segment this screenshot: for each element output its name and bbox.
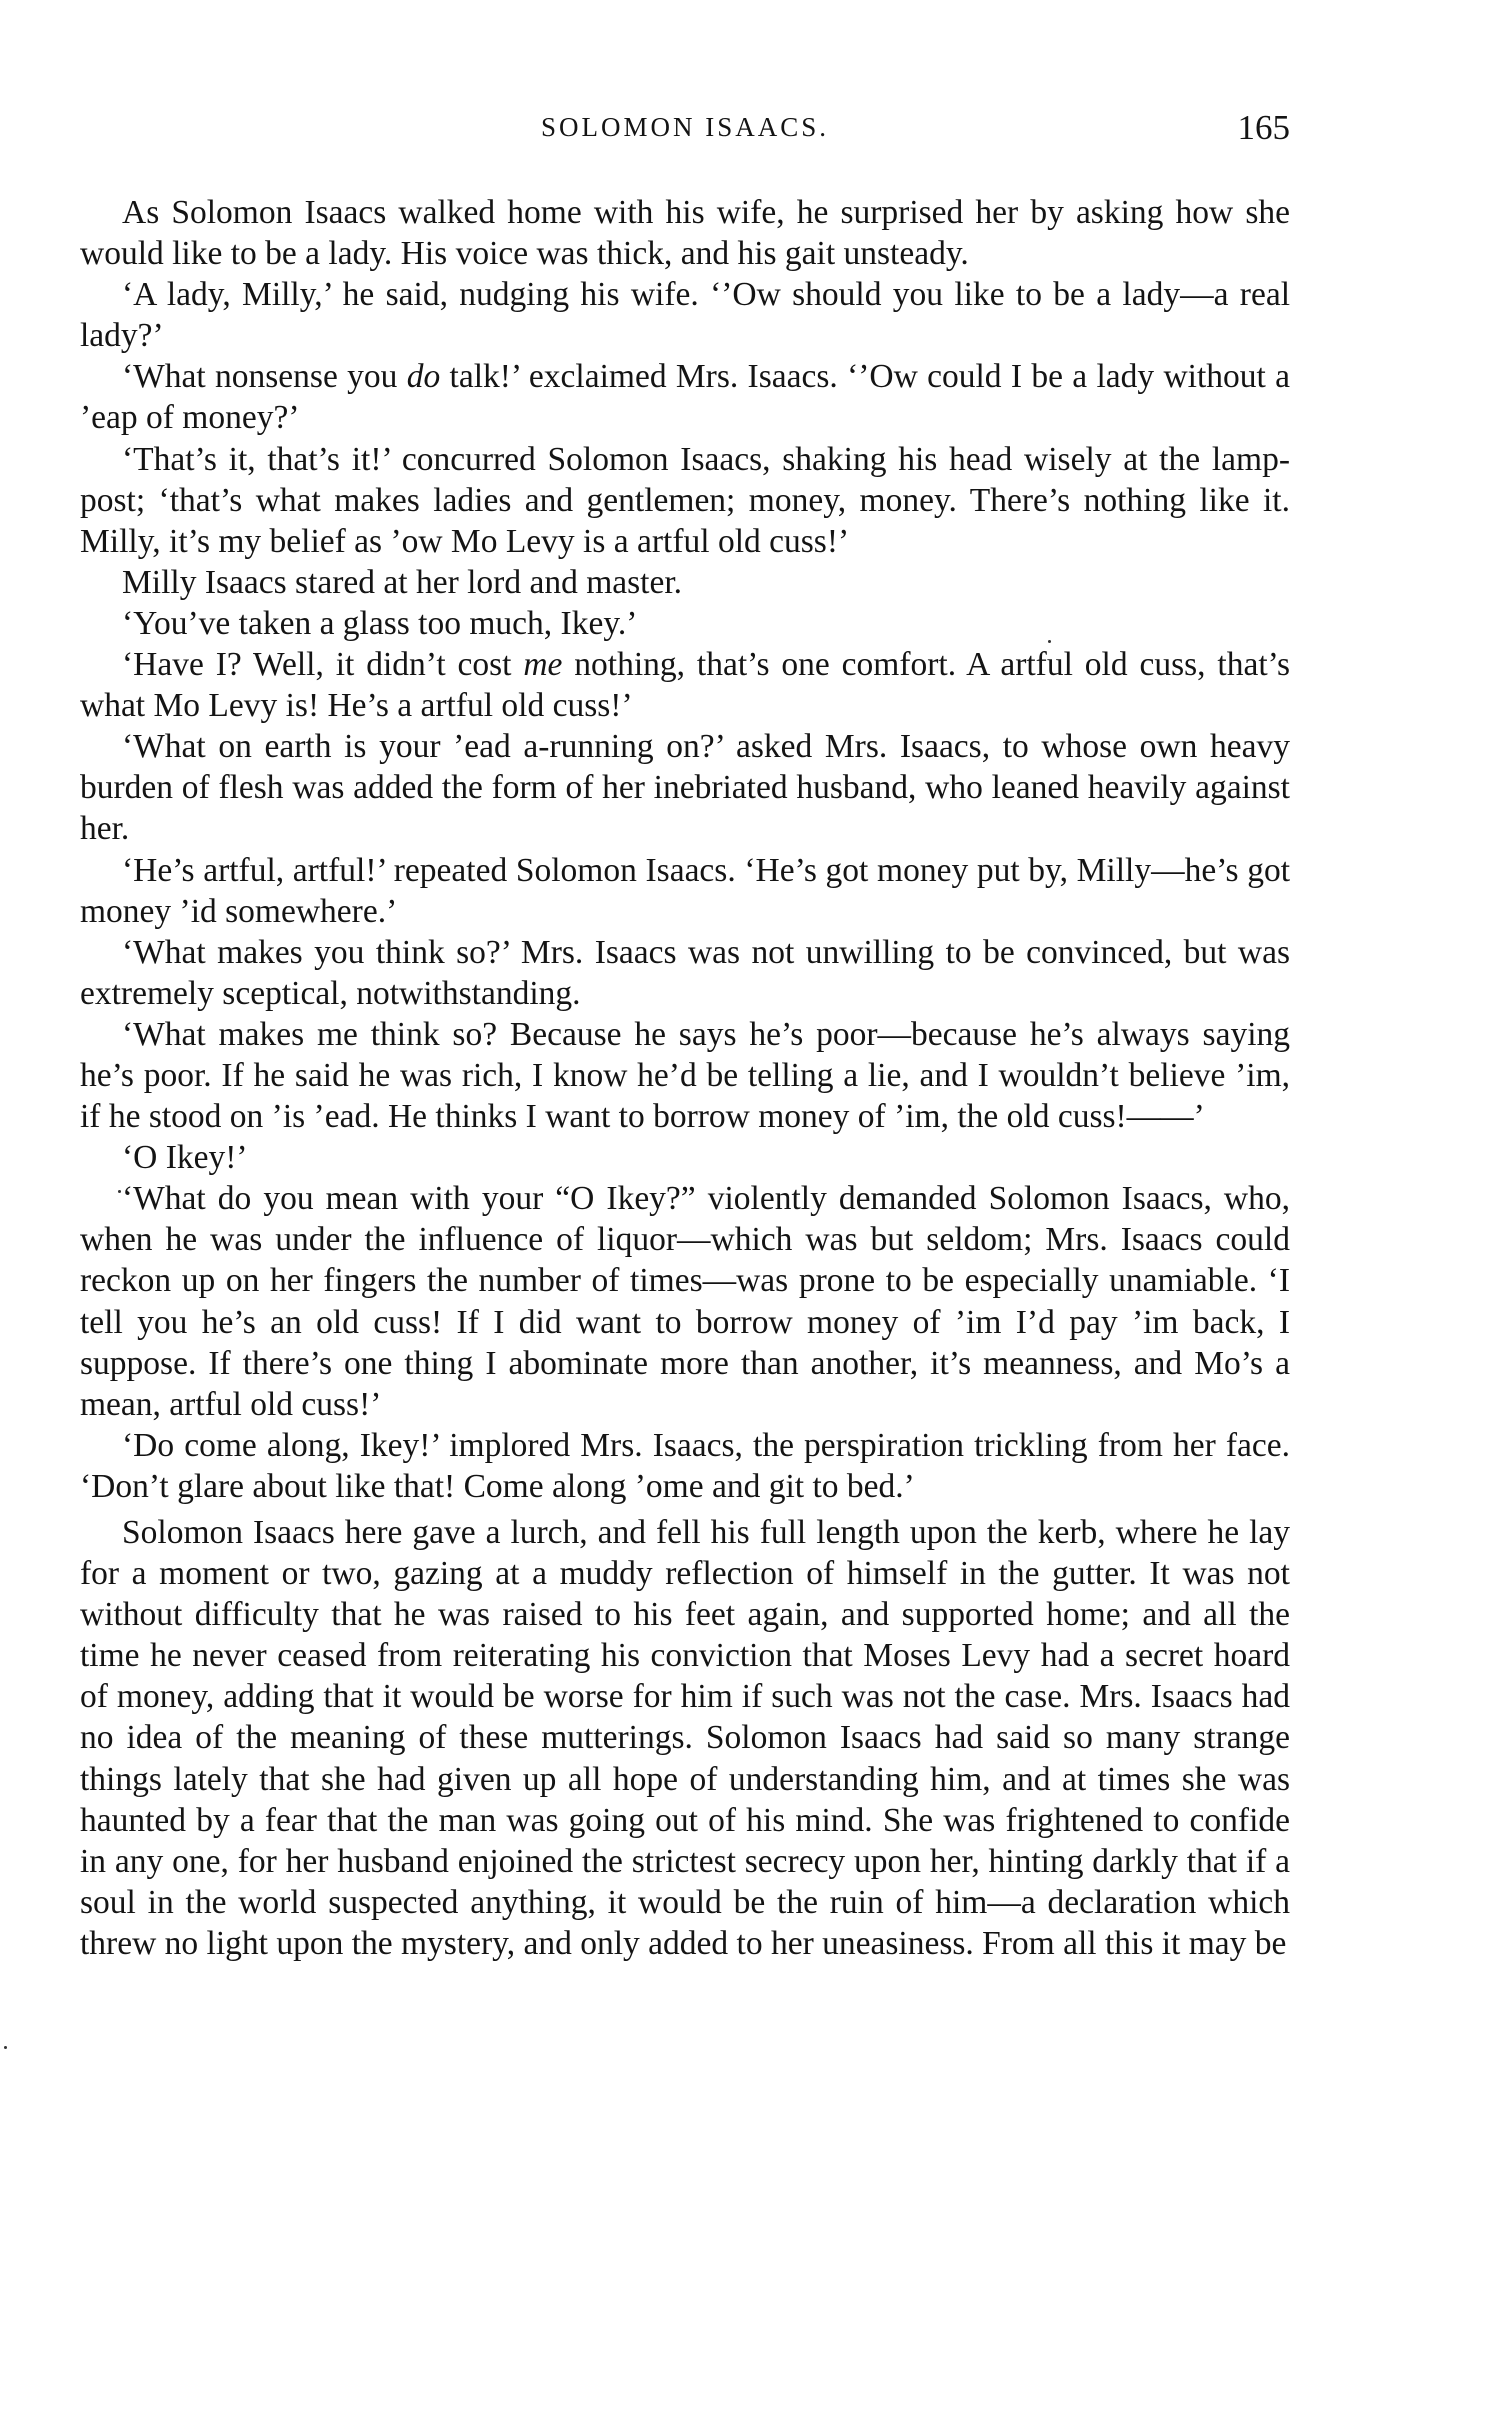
- margin-speck: [1048, 640, 1051, 643]
- body-text: [80, 192, 1290, 1964]
- paragraph-15: Solomon Isaacs here gave a lurch, and fell his full length upon the kerb, where he lay for a moment or two, gazing at a muddy reflection of himself in the gutter. It was not without difficulty that he was raised to his feet again, and supported home; and all the time he never ceased from reiterating his conviction that Moses Levy had a secret hoard of money, adding that it would be worse for him if such was not the case. Mrs. Isaacs had no idea of the meaning of these mutterings. Solomon Isaacs had said so many strange things lately that she had given up all hope of understanding him, and at times she was haunted by a fear that the man was going out of his mind. She was frightened to confide in any one, for her husband enjoined the strictest secrecy upon her, hinting darkly that if a soul in the world suspected anything, it would be the ruin of him—a declaration which threw no light upon the mystery, and only added to her uneasiness. From all this it may be: [80, 1514, 1290, 1962]
- paragraph-14: ‘Do come along, Ikey!’ implored Mrs. Isaacs, the perspiration trickling from her face. ‘Don’t glare about like that! Come along ’ome and git to bed.’: [80, 1426, 1290, 1505]
- paragraph-11: ‘What makes me think so? Because he says he’s poor—because he’s always saying he’s poor. If he said he was rich, I know he’d be telling a lie, and I wouldn’t believe ’im, if he stood on ’is ’ead. He thinks I want to borrow money of ’im, the old cuss!——’: [80, 1015, 1290, 1136]
- running-head: [80, 108, 1290, 158]
- margin-speck: [118, 1190, 121, 1193]
- running-title: SOLOMON ISAACS.: [540, 112, 830, 142]
- paragraph-9: ‘He’s artful, artful!’ repeated Solomon Isaacs. ‘He’s got money put by, Milly—he’s got money ’id somewhere.’: [80, 851, 1290, 930]
- paragraph-6: ‘You’ve taken a glass too much, Ikey.’: [122, 604, 638, 642]
- paragraph-8: ‘What on earth is your ’ead a-running on?’ asked Mrs. Isaacs, to whose own heavy burden of flesh was added the form of her inebriated husband, who leaned heavily against her.: [80, 728, 1290, 848]
- paragraph-10: ‘What makes you think so?’ Mrs. Isaacs was not unwilling to be convinced, but was extremely sceptical, notwithstanding.: [80, 933, 1290, 1012]
- paragraph-4: ‘That’s it, that’s it!’ concurred Solomon Isaacs, shaking his head wisely at the lamp-post; ‘that’s what makes ladies and gentlemen; money, money. There’s nothing like it. Milly, it’s my belief as ’ow Mo Levy is a artful old cuss!’: [80, 440, 1290, 560]
- margin-speck: [4, 2046, 7, 2049]
- page-number: 165: [1237, 108, 1290, 147]
- paragraph-3: ‘What nonsense you do talk!’ exclaimed Mrs. Isaacs. ‘’Ow could I be a lady without a ’eap of money?’: [80, 358, 1290, 437]
- paragraph-7: ‘Have I? Well, it didn’t cost me nothing, that’s one comfort. A artful old cuss, that’s what Mo Levy is! He’s a artful old cuss!’: [80, 646, 1290, 725]
- paragraph-2: ‘A lady, Milly,’ he said, nudging his wife. ‘’Ow should you like to be a lady—a real lady?’: [80, 276, 1290, 355]
- paragraph-1: As Solomon Isaacs walked home with his wife, he surprised her by asking how she would like to be a lady. His voice was thick, and his gait unsteady.: [80, 194, 1290, 273]
- paragraph-12: ‘O Ikey!’: [122, 1139, 248, 1177]
- paragraph-5: Milly Isaacs stared at her lord and master.: [122, 563, 683, 601]
- paragraph-13: ‘What do you mean with your “O Ikey?” violently demanded Solomon Isaacs, who, when he was under the influence of liquor—which was but seldom; Mrs. Isaacs could reckon up on her fingers the number of times—was prone to be especially unamiable. ‘I tell you he’s an old cuss! If I did want to borrow money of ’im I’d pay ’im back, I suppose. If there’s one thing I abominate more than another, it’s meanness, and Mo’s a mean, artful old cuss!’: [80, 1180, 1290, 1423]
